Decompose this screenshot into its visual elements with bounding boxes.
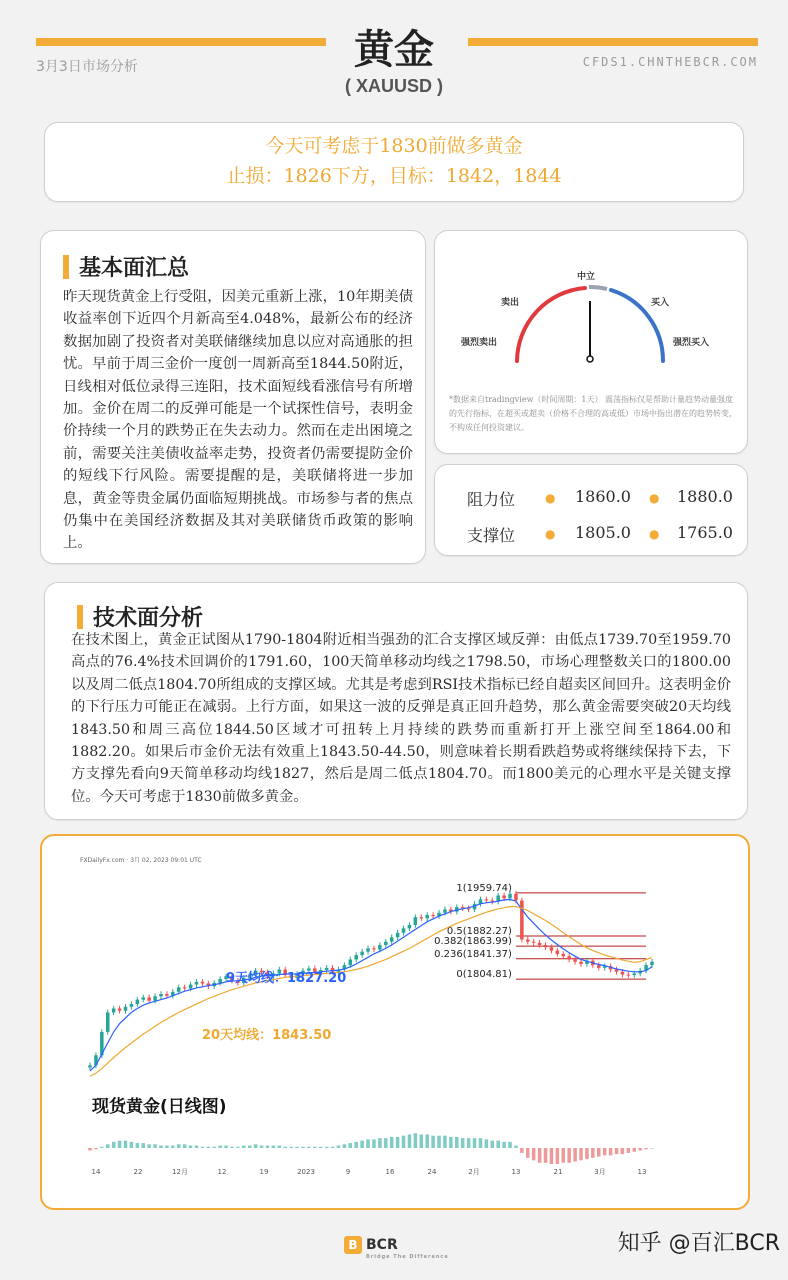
candle [621,972,625,975]
candle [195,982,199,985]
macd-bar [159,1146,163,1148]
candle [177,987,181,991]
fundamentals-title: 基本面汇总 [79,256,190,281]
macd-bar [455,1137,459,1148]
fundamentals-body: 昨天现货黄金上行受阻，因美元重新上涨，10年期美债收益率创下近四个月新高至4.048%，最新公布的经济数据加剧了投资者对美联储继续加息以应对高通胀的担忧。早前于周三金价一度创一周新高至1844.50附近，日线相对低位录得三连阳，技术面短线看涨信号有所增加。金价在周二的反弹可能是一个试探性信号，表明金价持续一个月的跌势正在失去动力。然而在走出困境之前，需要关注美债收益率走势，投资者仍需要提防金价的短线下行风险。需要提醒的是，美联储将进一步加息，黄金等贵金属仍面临短期挑战。市场参与者的焦点仍集中在美国经济数据及其对美联储货币政策的影响上。 [63,289,413,552]
macd-bar [443,1136,447,1148]
candle [136,1000,140,1004]
macd-bar [585,1148,589,1159]
macd-bar [402,1136,406,1148]
gauge-arc-sell [517,288,585,361]
candle [390,937,394,941]
macd-bar [313,1147,317,1148]
recommendation-line-1: 今天可考虑于1830前做多黄金 [265,135,523,157]
heading-accent-bar [63,255,69,279]
candle [632,973,636,975]
candle [431,915,435,916]
candle [532,942,536,943]
macd-bar [366,1139,370,1148]
x-tick-label: 21 [553,1168,563,1176]
macd-bar [603,1148,607,1155]
candle [402,928,406,932]
candle [597,965,601,968]
x-tick-label: 14 [91,1168,101,1176]
macd-bar [218,1146,222,1148]
macd-bar [118,1141,122,1148]
recommendation-line-2: 止损：1826下方，目标：1842，1844 [226,165,562,187]
macd-bar [343,1144,347,1148]
support-label: 支撑位 [467,526,516,545]
candle [124,1007,128,1011]
candle [550,947,554,950]
analysis-date: 3月3日市场分析 [36,59,138,75]
macd-bar [425,1134,429,1148]
macd-bar [195,1146,199,1148]
fundamentals-card [40,230,426,564]
ma9-line [90,899,652,1071]
x-tick-label: 9 [345,1168,351,1176]
site-url: CFDS1.CHNTHEBCR.COM [582,55,758,69]
macd-bar [496,1141,500,1148]
fib-level-label: 1(1959.74) [456,882,512,894]
candle [366,948,370,951]
gauge-needle-pivot [587,356,593,362]
candle [425,915,429,918]
candle [567,956,571,959]
candle [88,1065,92,1067]
candle [141,997,145,999]
candle [573,960,577,962]
macd-bar [627,1148,631,1153]
candle [485,899,489,900]
macd-bar [183,1144,187,1148]
gauge-label-neutral: 中立 [577,272,596,282]
candle [147,997,151,1000]
candle [420,917,424,918]
candle [396,933,400,937]
macd-bar [165,1146,169,1148]
candle [218,979,222,983]
x-tick-label: 19 [259,1168,269,1176]
candle [650,962,654,965]
bcr-logo-icon: B [344,1236,362,1254]
gauge-label-buy: 买入 [651,298,670,308]
candle [349,960,353,966]
candle [372,948,376,949]
macd-bar [508,1142,512,1148]
candle [201,982,205,984]
macd-bar [189,1146,193,1148]
macd-bar [615,1148,619,1154]
macd-bar [644,1148,648,1149]
macd-bar [112,1142,116,1148]
candle [526,939,530,941]
macd-bar [301,1147,305,1148]
candle [562,954,566,956]
x-tick-label: 12月 [172,1168,188,1176]
macd-bar [349,1143,353,1148]
macd-bar [609,1148,613,1155]
candle [384,942,388,945]
candle [520,900,524,939]
macd-bar [354,1142,358,1148]
macd-bar [124,1141,128,1148]
macd-bar [319,1147,323,1148]
x-tick-label: 13 [637,1168,647,1176]
candle [325,968,329,970]
candle [538,943,542,945]
macd-bar [514,1146,518,1148]
macd-bar [467,1138,471,1148]
macd-bar [325,1147,329,1148]
resistance-1: 1860.0 [575,487,631,506]
macd-bar [550,1148,554,1164]
macd-bar [597,1148,601,1157]
macd-bar [562,1148,566,1163]
macd-bar [171,1146,175,1148]
technical-card [44,582,748,820]
candle [153,996,157,1000]
gauge-label-strong-buy: 强烈买入 [673,338,710,348]
candle [514,894,518,901]
candle [112,1009,116,1013]
heading-accent-bar [77,605,83,629]
macd-bar [94,1148,98,1149]
x-tick-label: 22 [133,1168,143,1176]
x-tick-label: 24 [427,1168,437,1176]
candle [556,951,560,954]
macd-bar [408,1134,412,1148]
candle [408,925,412,928]
macd-bar [526,1148,530,1158]
candle [118,1009,122,1011]
footer-brand [344,1236,449,1260]
macd-bar [556,1148,560,1164]
macd-bar [360,1141,364,1148]
macd-bar [272,1146,276,1148]
bullet-icon: ● [649,527,660,541]
bullet-icon: ● [649,491,660,505]
fundamentals-heading [63,251,189,282]
macd-bar [212,1147,216,1148]
gauge-dial [435,231,747,391]
gauge-note: *数据来自tradingview（时间周期：1天） 震荡指标仅是帮助计量趋势动量强度的先行指标，在超买或超卖（价格不合理的高或低）市场中指出潜在的趋势转变，不构成任何投资建议。 [449,395,737,432]
macd-bar [437,1136,441,1148]
macd-bar [289,1147,293,1148]
candle [183,987,187,988]
macd-bar [573,1148,577,1162]
candle [579,962,583,964]
chart-card [40,834,750,1210]
x-tick-label: 12 [217,1168,227,1176]
technical-body: 在技术图上，黄金正试图从1790-1804附近相当强劲的汇合支撑区域反弹：由低点1739.70至1959.70高点的76.4%技术回调价的1791.60，100天简单移动均线之1798.50，市场心理整数关口的1800.00以及周二低点1804.70所组成的支撑区域。尤其是考虑到RSI技术指标已经自超卖区间回升。这表明金价的下行压力可能正在减弱。上行方面，如果这一波的反弹是真正回升趋势，那么黄金需要突破20天均线1843.50和周三高位1844.50区域才可扭转上月持续的跌势而重新打开上涨空间至1864.00和1882.20。如果后市金价无法有效重上1843.50-44.50，则意味着长期看跌趋势或将继续保持下去，下方支撑先看向9天简单移动均线1827，然后是周二低点1804.70。而1800美元的心理水平是关键支撑位。今天可考虑于1830前做多黄金。 [71,632,731,805]
macd-bar [248,1146,252,1148]
macd-bar [331,1147,335,1148]
levels-card [434,464,748,556]
ma9-label: 9天均线：1827.20 [226,971,347,986]
macd-bar [591,1148,595,1158]
bullet-icon: ● [545,527,556,541]
macd-bar [260,1146,264,1148]
page-subtitle: ( XAUUSD ) [345,76,443,96]
macd-bar [254,1144,258,1148]
macd-bar [449,1137,453,1148]
candle [189,985,193,989]
macd-bar [372,1139,376,1148]
technical-heading [77,601,203,632]
macd-bar [224,1146,228,1148]
macd-bar [396,1137,400,1148]
macd-bar [567,1148,571,1163]
macd-bar [520,1148,524,1153]
support-row [435,515,747,549]
macd-bar [242,1146,246,1148]
candle [159,994,163,996]
macd-bar [502,1142,506,1148]
macd-bar [461,1138,465,1148]
candle [165,994,169,996]
x-tick-label: 3月 [594,1168,606,1176]
macd-bar [390,1137,394,1148]
macd-bar [147,1144,151,1148]
macd-bar [579,1148,583,1160]
macd-bar [230,1147,234,1148]
candle [106,1012,110,1031]
candle [615,970,619,972]
macd-bar [130,1142,134,1148]
candle [443,909,447,912]
gauge-arc-neutral [589,287,607,289]
macd-bar [88,1148,92,1150]
brand-name: BCR [366,1237,398,1253]
macd-bar [638,1148,642,1150]
candle [378,945,382,949]
chart-title: 现货黄金(日线图) [92,1097,227,1117]
macd-bar [201,1147,205,1148]
x-tick-label: 2023 [297,1168,315,1176]
gauge-label-sell: 卖出 [501,298,520,308]
macd-bar [378,1138,382,1148]
candle [544,945,548,947]
candle [502,895,506,898]
technical-title: 技术面分析 [93,606,204,631]
resistance-row [435,479,747,513]
macd-bar [153,1144,157,1148]
x-tick-label: 2月 [468,1168,480,1176]
bullet-icon: ● [545,491,556,505]
macd-bar [632,1148,636,1152]
fib-level-label: 0.382(1863.99) [434,936,512,948]
candle [130,1004,134,1007]
ma20-line [90,907,652,1077]
fib-level-label: 0.5(1882.27) [446,925,512,937]
macd-bar [420,1134,424,1148]
macd-bar [236,1147,240,1148]
x-tick-label: 16 [385,1168,395,1176]
macd-bar [384,1138,388,1148]
macd-bar [650,1148,654,1149]
macd-bar [295,1147,299,1148]
macd-bar [473,1138,477,1148]
gauge-label-strong-sell: 强烈卖出 [461,338,498,348]
macd-bar [337,1146,341,1148]
brand-tagline: Bridge The Difference [366,1254,449,1260]
macd-bar [207,1147,211,1148]
macd-bar [141,1143,145,1148]
macd-bar [106,1144,110,1148]
macd-bar [283,1147,287,1148]
resistance-label: 阻力位 [467,490,516,509]
candle [354,955,358,959]
macd-bar [431,1136,435,1148]
macd-bar [266,1146,270,1148]
candle [360,952,364,955]
support-2: 1765.0 [677,523,733,542]
fib-level-label: 0(1804.81) [456,969,512,981]
candle [627,975,631,976]
macd-bar [491,1141,495,1148]
resistance-2: 1880.0 [677,487,733,506]
macd-bar [621,1148,625,1154]
ma20-label: 20天均线：1843.50 [202,1028,332,1043]
macd-bar [307,1147,311,1148]
page-title: 黄金 [354,27,434,73]
macd-bar [485,1139,489,1148]
chart-header-line: FXDailyFx.com · 3月 02, 2023 09:01 UTC [80,857,202,864]
recommendation-card [44,122,744,202]
macd-bar [177,1144,181,1148]
macd-bar [544,1148,548,1163]
macd-bar [136,1143,140,1148]
macd-bar [278,1146,282,1148]
candle [508,894,512,898]
fib-level-label: 0.236(1841.37) [434,948,512,960]
macd-bar [414,1133,418,1148]
macd-bar [538,1148,542,1163]
price-chart [42,836,744,1204]
candle [414,917,418,925]
watermark: 知乎 @百汇BCR [617,1231,780,1256]
macd-bar [532,1148,536,1160]
macd-bar [479,1138,483,1148]
support-1: 1805.0 [575,523,631,542]
oscillator-gauge-card [434,230,748,454]
macd-bar [100,1147,104,1148]
x-tick-label: 13 [511,1168,521,1176]
